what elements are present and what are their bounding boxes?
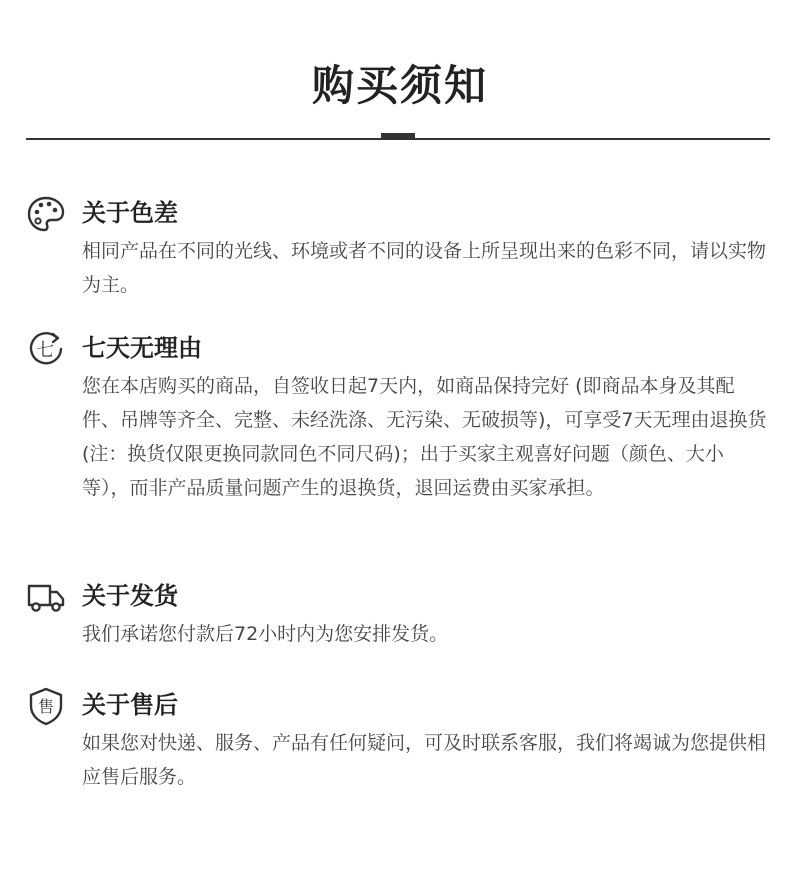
- after-sales-shield-icon: [26, 686, 66, 726]
- seven-day-glyph: 七: [36, 340, 54, 361]
- section-heading: 关于售后: [82, 691, 178, 719]
- seven-day-return-icon: [26, 329, 66, 369]
- section-heading: 关于色差: [82, 199, 178, 227]
- delivery-truck-icon: [26, 577, 66, 617]
- palette-icon: [26, 194, 66, 234]
- section-body: 我们承诺您付款后72小时内为您安排发货。: [82, 623, 449, 645]
- section-heading: 七天无理由: [82, 334, 202, 362]
- section-body: 您在本店购买的商品，自签收日起7天内，如商品保持完好 (即商品本身及其配件、吊牌等齐全、完整、未经洗涤、无污染、无破损等)，可享受7天无理由退换货 (注：换货仅限更换同款同色不同尺码)；出于买家主观喜好问题（颜色、大小等），而非产品质量问题产生的退换货，退回运费由买家承担。: [82, 375, 767, 499]
- title-divider-accent: [381, 133, 415, 139]
- after-sales-glyph: 售: [37, 697, 55, 716]
- section-body: 相同产品在不同的光线、环境或者不同的设备上所呈现出来的色彩不同，请以实物为主。: [82, 240, 767, 296]
- page-title: 购买须知: [311, 61, 488, 110]
- section-heading: 关于发货: [82, 582, 178, 610]
- section-body: 如果您对快递、服务、产品有任何疑问，可及时联系客服，我们将竭诚为您提供相应售后服务。: [82, 732, 767, 788]
